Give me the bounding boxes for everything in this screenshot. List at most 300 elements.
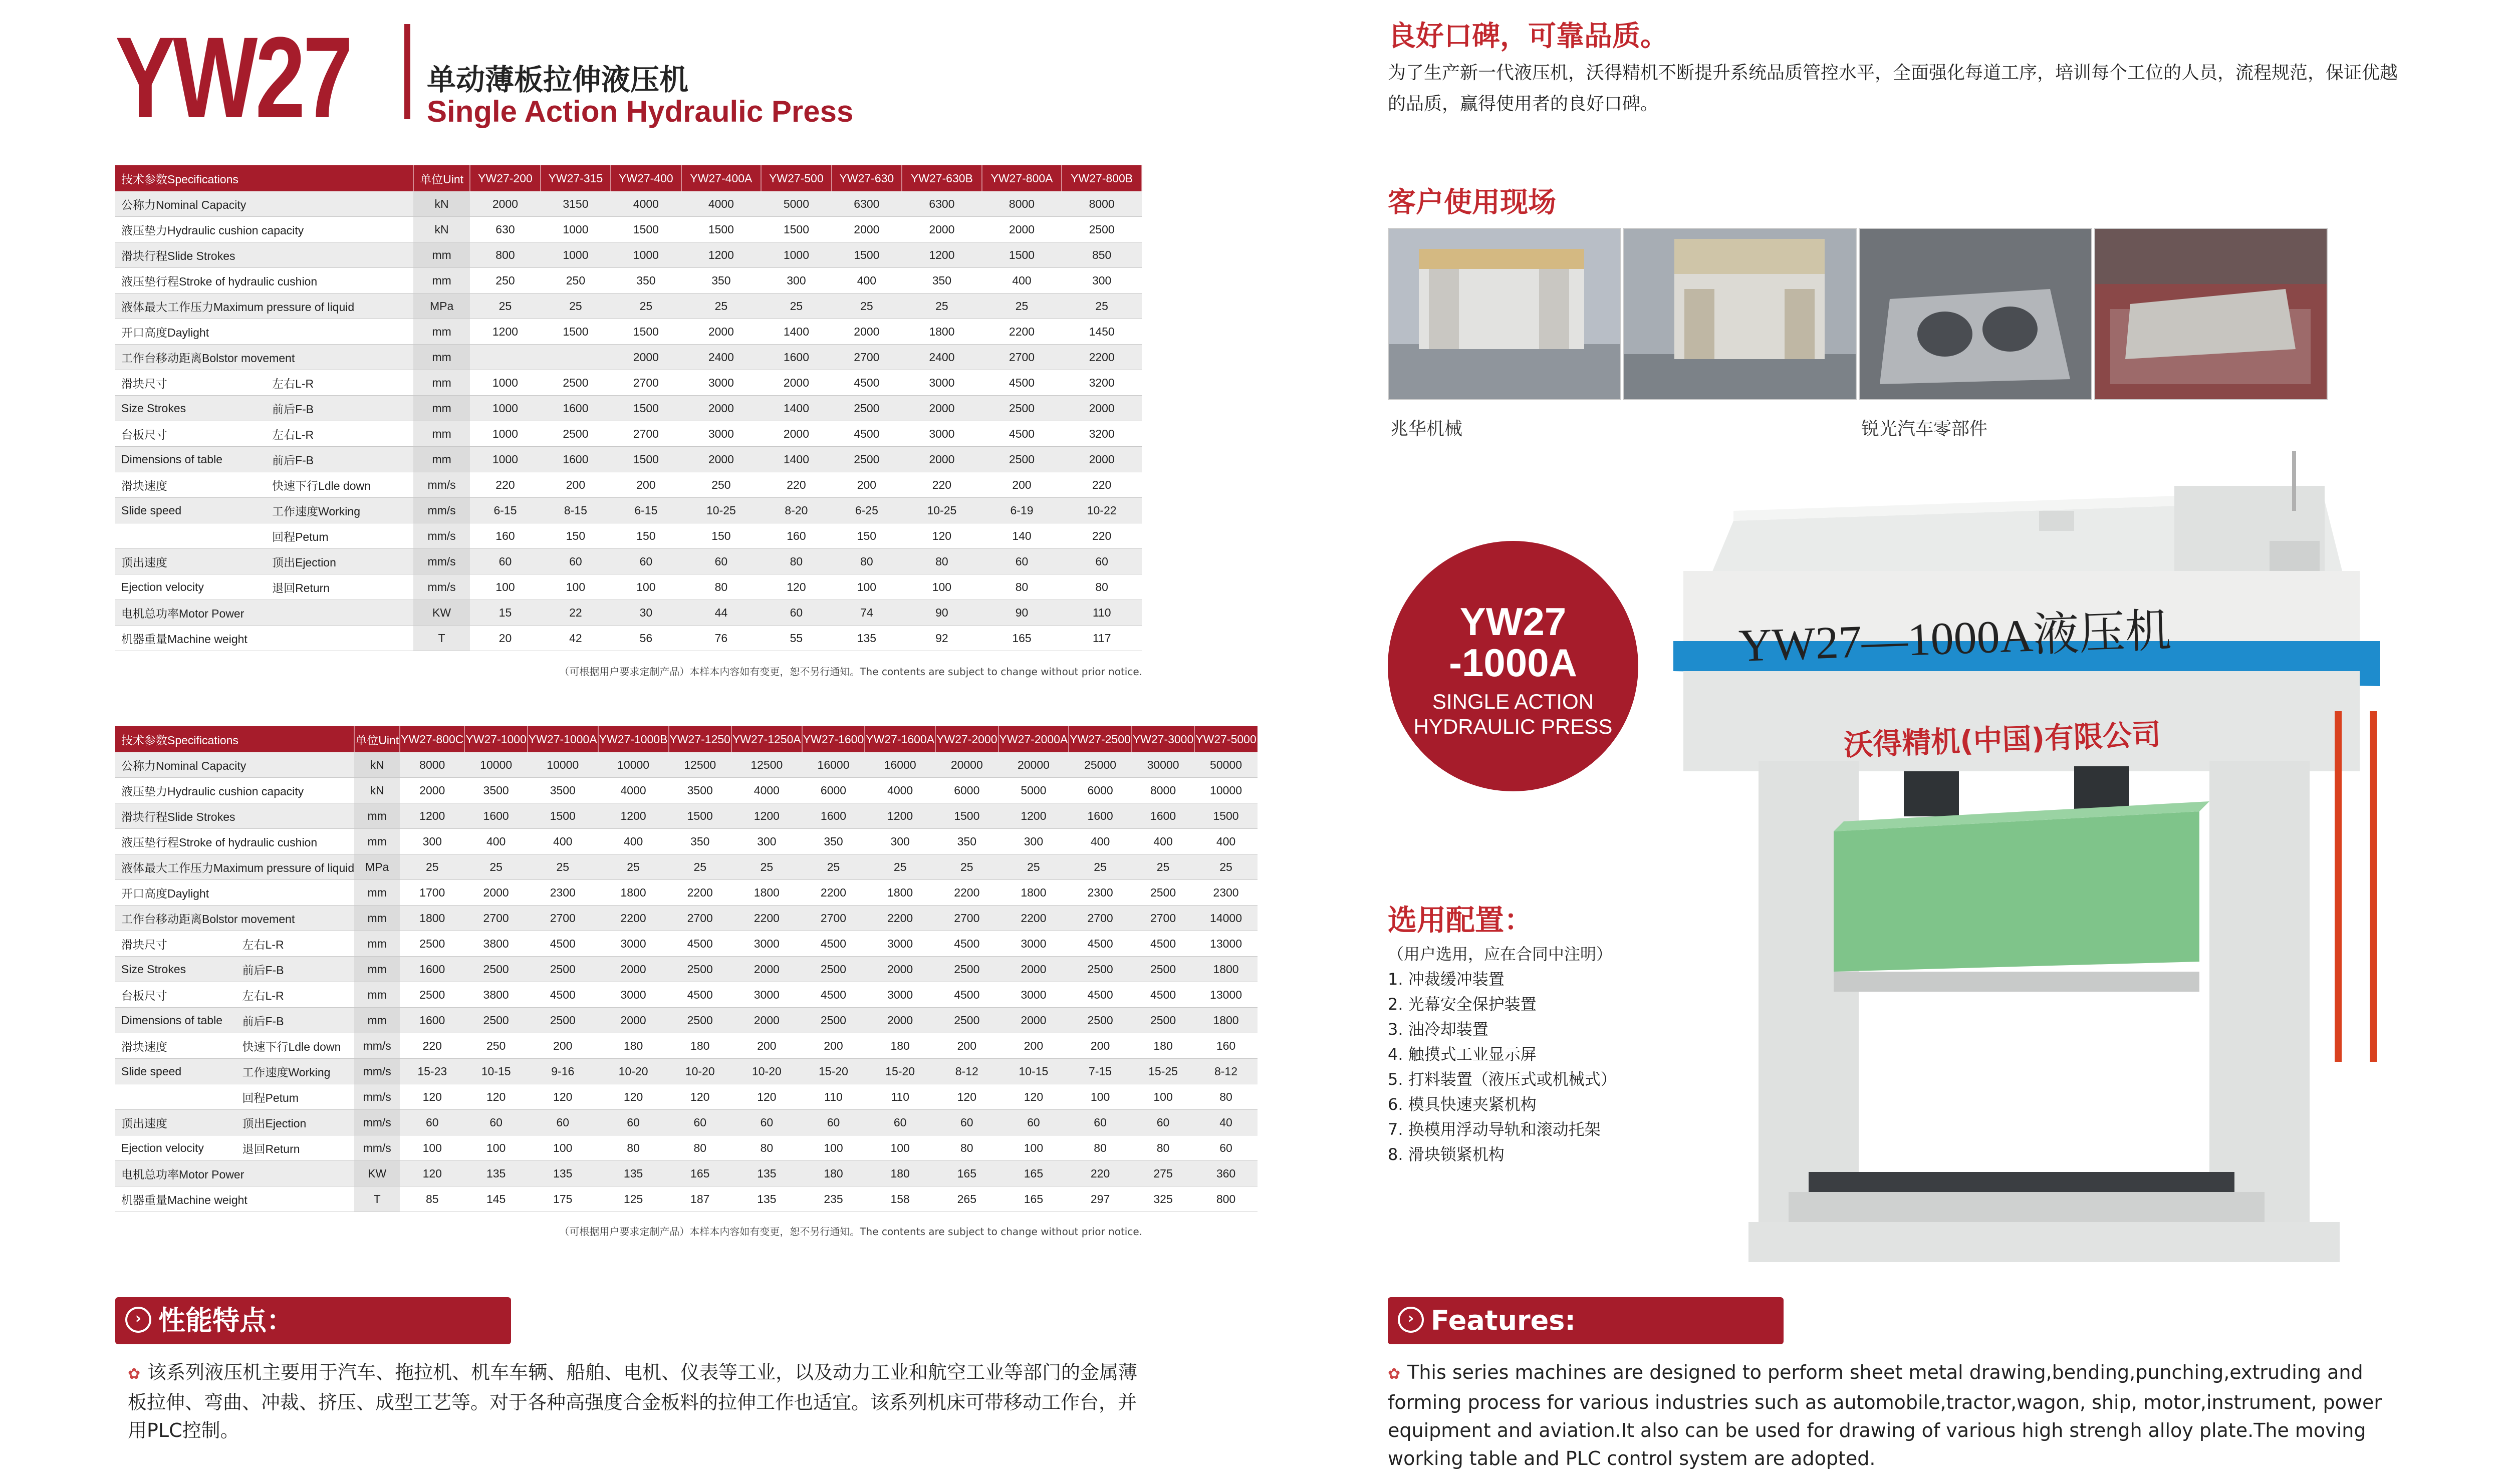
value-cell: 2400 bbox=[681, 345, 762, 370]
value-cell: 1200 bbox=[731, 803, 802, 829]
value-cell: 297 bbox=[1069, 1186, 1131, 1212]
value-cell: 2000 bbox=[731, 1008, 802, 1033]
value-cell: 2000 bbox=[731, 957, 802, 982]
badge-line2: HYDRAULIC PRESS bbox=[1413, 715, 1613, 738]
value-cell: 2500 bbox=[464, 1008, 527, 1033]
table-row bbox=[115, 345, 1142, 370]
value-cell: 25 bbox=[1194, 854, 1257, 880]
param-name: 顶出速度 bbox=[115, 1110, 236, 1135]
value-cell: 2000 bbox=[865, 1008, 935, 1033]
param-name: 台板尺寸 bbox=[115, 421, 266, 447]
value-cell: 8-12 bbox=[935, 1059, 998, 1084]
value-cell: 4500 bbox=[802, 931, 865, 957]
value-cell: 4500 bbox=[1132, 982, 1194, 1008]
value-cell: 3000 bbox=[681, 421, 762, 447]
value-cell: 350 bbox=[669, 829, 731, 854]
options-subtitle: （用户选用，应在合同中注明） bbox=[1388, 945, 1613, 964]
value-cell: 80 bbox=[1062, 574, 1142, 600]
value-cell: 60 bbox=[681, 549, 762, 574]
features-en-text bbox=[1388, 1358, 2415, 1472]
value-cell: 25 bbox=[611, 293, 681, 319]
value-cell: 2000 bbox=[1062, 396, 1142, 421]
value-cell: 10-22 bbox=[1062, 498, 1142, 523]
param-name: 滑块行程Slide Strokes bbox=[115, 242, 413, 268]
value-cell: 2500 bbox=[802, 1008, 865, 1033]
param-name bbox=[115, 523, 266, 549]
value-cell: 60 bbox=[464, 1110, 527, 1135]
value-cell: 120 bbox=[731, 1084, 802, 1110]
value-cell: 2500 bbox=[832, 396, 902, 421]
value-cell: 25 bbox=[935, 854, 998, 880]
option-item: 2. 光幕安全保护装置 bbox=[1388, 995, 1537, 1014]
value-cell: 2200 bbox=[598, 906, 669, 931]
table-row bbox=[115, 217, 1142, 242]
machine-company: 沃得精机(中国)有限公司 bbox=[1843, 717, 2162, 763]
header-model: YW27-1600 bbox=[802, 726, 865, 752]
value-cell: 2400 bbox=[902, 345, 982, 370]
unit-cell: mm bbox=[413, 242, 470, 268]
value-cell: 135 bbox=[731, 1186, 802, 1212]
value-cell: 3000 bbox=[998, 931, 1069, 957]
value-cell: 2000 bbox=[998, 1008, 1069, 1033]
value-cell: 1800 bbox=[998, 880, 1069, 906]
value-cell: 140 bbox=[982, 523, 1062, 549]
value-cell: 5000 bbox=[998, 778, 1069, 803]
table-row bbox=[115, 931, 1258, 957]
value-cell: 13000 bbox=[1194, 931, 1257, 957]
value-cell: 4500 bbox=[982, 421, 1062, 447]
features-en-body: This series machines are designed to perform sheet metal drawing,bending,punching,extruding and forming process for various industries such as automobile,tractor,wagon, ship, motor,instrument, power equipment and aviation.It also can be used for drawing of various high strengh alloy plate.The moving working table and PLC control system are adopted. bbox=[1388, 1361, 2382, 1469]
table-row bbox=[115, 268, 1142, 293]
value-cell: 20 bbox=[470, 626, 540, 651]
value-cell: 200 bbox=[731, 1033, 802, 1059]
value-cell: 2200 bbox=[935, 880, 998, 906]
value-cell: 125 bbox=[598, 1186, 669, 1212]
value-cell: 25 bbox=[470, 293, 540, 319]
table-row bbox=[115, 752, 1258, 778]
value-cell: 800 bbox=[1194, 1186, 1257, 1212]
value-cell: 180 bbox=[865, 1033, 935, 1059]
param-sub: 前后F-B bbox=[236, 1008, 355, 1033]
value-cell: 1000 bbox=[470, 370, 540, 396]
value-cell: 2500 bbox=[1069, 957, 1131, 982]
value-cell: 25 bbox=[832, 293, 902, 319]
option-item: 4. 触摸式工业显示屏 bbox=[1388, 1045, 1537, 1064]
value-cell: 3000 bbox=[998, 982, 1069, 1008]
table-row bbox=[115, 472, 1142, 498]
value-cell: 2500 bbox=[832, 447, 902, 472]
value-cell: 6300 bbox=[832, 191, 902, 217]
table-row bbox=[115, 1059, 1258, 1084]
value-cell: 250 bbox=[464, 1033, 527, 1059]
unit-cell: MPa bbox=[413, 293, 470, 319]
table-row bbox=[115, 982, 1258, 1008]
unit-cell: mm/s bbox=[413, 498, 470, 523]
unit-cell: mm/s bbox=[413, 523, 470, 549]
unit-cell: mm bbox=[413, 370, 470, 396]
value-cell: 1500 bbox=[982, 242, 1062, 268]
table-row bbox=[115, 600, 1142, 626]
value-cell: 1000 bbox=[611, 242, 681, 268]
flower-icon: ✿ bbox=[1388, 1365, 1401, 1383]
value-cell: 350 bbox=[681, 268, 762, 293]
value-cell: 220 bbox=[902, 472, 982, 498]
value-cell: 165 bbox=[998, 1186, 1069, 1212]
value-cell: 250 bbox=[470, 268, 540, 293]
value-cell: 3000 bbox=[865, 982, 935, 1008]
value-cell: 60 bbox=[935, 1110, 998, 1135]
value-cell: 2200 bbox=[669, 880, 731, 906]
customer-photo-3 bbox=[1859, 228, 2092, 400]
value-cell: 110 bbox=[802, 1084, 865, 1110]
param-sub: 工作速度Working bbox=[236, 1059, 355, 1084]
param-name: 滑块行程Slide Strokes bbox=[115, 803, 354, 829]
param-sub: 快速下行Ldle down bbox=[236, 1033, 355, 1059]
value-cell: 1800 bbox=[1194, 957, 1257, 982]
param-sub: 顶出Ejection bbox=[236, 1110, 355, 1135]
value-cell: 165 bbox=[935, 1161, 998, 1186]
value-cell: 1500 bbox=[541, 319, 611, 345]
value-cell: 2300 bbox=[1069, 880, 1131, 906]
value-cell: 92 bbox=[902, 626, 982, 651]
table-row bbox=[115, 549, 1142, 574]
value-cell: 1500 bbox=[669, 803, 731, 829]
value-cell: 2500 bbox=[1062, 217, 1142, 242]
value-cell: 2000 bbox=[761, 370, 831, 396]
param-sub: 左右L-R bbox=[236, 931, 355, 957]
value-cell: 20000 bbox=[935, 752, 998, 778]
flower-icon: ✿ bbox=[128, 1365, 141, 1383]
value-cell: 2000 bbox=[902, 447, 982, 472]
value-cell: 350 bbox=[902, 268, 982, 293]
value-cell: 180 bbox=[802, 1161, 865, 1186]
value-cell: 135 bbox=[528, 1161, 598, 1186]
value-cell: 160 bbox=[761, 523, 831, 549]
header-model: YW27-800A bbox=[982, 165, 1062, 191]
unit-cell: mm bbox=[354, 880, 400, 906]
unit-cell: mm/s bbox=[354, 1033, 400, 1059]
value-cell: 42 bbox=[541, 626, 611, 651]
header-model: YW27-400A bbox=[681, 165, 762, 191]
value-cell: 220 bbox=[1062, 472, 1142, 498]
value-cell: 1000 bbox=[541, 242, 611, 268]
value-cell: 360 bbox=[1194, 1161, 1257, 1186]
unit-cell: mm/s bbox=[354, 1110, 400, 1135]
features-en-bar bbox=[1388, 1297, 1784, 1344]
table-row bbox=[115, 191, 1142, 217]
value-cell: 6000 bbox=[935, 778, 998, 803]
value-cell: 100 bbox=[541, 574, 611, 600]
value-cell: 110 bbox=[865, 1084, 935, 1110]
value-cell: 2500 bbox=[802, 957, 865, 982]
value-cell: 350 bbox=[611, 268, 681, 293]
param-name: 液体最大工作压力Maximum pressure of liquid bbox=[115, 854, 354, 880]
table-row bbox=[115, 370, 1142, 396]
param-name: 液体最大工作压力Maximum pressure of liquid bbox=[115, 293, 413, 319]
value-cell: 6000 bbox=[802, 778, 865, 803]
value-cell: 3000 bbox=[731, 982, 802, 1008]
value-cell: 4500 bbox=[528, 982, 598, 1008]
table-row bbox=[115, 242, 1142, 268]
value-cell: 4500 bbox=[802, 982, 865, 1008]
table-row bbox=[115, 778, 1258, 803]
value-cell: 10-25 bbox=[902, 498, 982, 523]
value-cell: 3000 bbox=[598, 982, 669, 1008]
unit-cell: mm bbox=[354, 982, 400, 1008]
value-cell: 400 bbox=[1194, 829, 1257, 854]
value-cell: 630 bbox=[470, 217, 540, 242]
value-cell: 3800 bbox=[464, 931, 527, 957]
value-cell: 300 bbox=[731, 829, 802, 854]
value-cell: 60 bbox=[1062, 549, 1142, 574]
customer-caption-1: 兆华机械 bbox=[1390, 419, 1463, 439]
param-name: 台板尺寸 bbox=[115, 982, 236, 1008]
value-cell: 1450 bbox=[1062, 319, 1142, 345]
value-cell: 2500 bbox=[528, 1008, 598, 1033]
value-cell: 10-15 bbox=[464, 1059, 527, 1084]
value-cell: 1600 bbox=[802, 803, 865, 829]
header-model: YW27-1250A bbox=[731, 726, 802, 752]
value-cell: 2700 bbox=[1132, 906, 1194, 931]
value-cell: 2700 bbox=[611, 370, 681, 396]
value-cell: 55 bbox=[761, 626, 831, 651]
value-cell: 1800 bbox=[865, 880, 935, 906]
value-cell: 117 bbox=[1062, 626, 1142, 651]
param-name: 开口高度Daylight bbox=[115, 880, 354, 906]
value-cell: 80 bbox=[761, 549, 831, 574]
value-cell: 30000 bbox=[1132, 752, 1194, 778]
value-cell: 12500 bbox=[731, 752, 802, 778]
table-row bbox=[115, 574, 1142, 600]
value-cell: 14000 bbox=[1194, 906, 1257, 931]
value-cell: 2700 bbox=[802, 906, 865, 931]
value-cell: 1400 bbox=[761, 447, 831, 472]
option-item: 7. 换模用浮动导轨和滚动托架 bbox=[1388, 1120, 1601, 1139]
param-name: 顶出速度 bbox=[115, 549, 266, 574]
value-cell: 80 bbox=[935, 1135, 998, 1161]
param-name: Slide speed bbox=[115, 498, 266, 523]
value-cell: 1200 bbox=[865, 803, 935, 829]
header-model: YW27-315 bbox=[541, 165, 611, 191]
table-row bbox=[115, 1110, 1258, 1135]
value-cell: 12500 bbox=[669, 752, 731, 778]
value-cell: 10000 bbox=[598, 752, 669, 778]
value-cell: 300 bbox=[761, 268, 831, 293]
value-cell: 2700 bbox=[528, 906, 598, 931]
table-row bbox=[115, 1135, 1258, 1161]
value-cell: 6-15 bbox=[611, 498, 681, 523]
param-name: 滑块速度 bbox=[115, 1033, 236, 1059]
table-row bbox=[115, 1161, 1258, 1186]
option-item: 3. 油冷却装置 bbox=[1388, 1020, 1488, 1039]
value-cell: 100 bbox=[865, 1135, 935, 1161]
value-cell: 6000 bbox=[1069, 778, 1131, 803]
value-cell: 25 bbox=[528, 854, 598, 880]
value-cell: 100 bbox=[1132, 1084, 1194, 1110]
value-cell: 25 bbox=[400, 854, 464, 880]
value-cell: 100 bbox=[470, 574, 540, 600]
value-cell: 1500 bbox=[528, 803, 598, 829]
param-name: Ejection velocity bbox=[115, 1135, 236, 1161]
value-cell: 8-20 bbox=[761, 498, 831, 523]
value-cell: 4500 bbox=[832, 421, 902, 447]
value-cell: 300 bbox=[998, 829, 1069, 854]
value-cell: 15-23 bbox=[400, 1059, 464, 1084]
unit-cell: mm bbox=[354, 829, 400, 854]
value-cell: 200 bbox=[832, 472, 902, 498]
value-cell: 200 bbox=[935, 1033, 998, 1059]
value-cell: 80 bbox=[1194, 1084, 1257, 1110]
value-cell: 4500 bbox=[1132, 931, 1194, 957]
table-row bbox=[115, 447, 1142, 472]
value-cell: 1600 bbox=[541, 447, 611, 472]
customers-title: 客户使用现场 bbox=[1388, 186, 1556, 219]
value-cell: 20000 bbox=[998, 752, 1069, 778]
value-cell: 7-15 bbox=[1069, 1059, 1131, 1084]
value-cell: 1000 bbox=[761, 242, 831, 268]
value-cell: 250 bbox=[541, 268, 611, 293]
value-cell: 3000 bbox=[731, 931, 802, 957]
value-cell: 1500 bbox=[681, 217, 762, 242]
value-cell: 150 bbox=[681, 523, 762, 549]
value-cell: 3000 bbox=[902, 370, 982, 396]
value-cell: 850 bbox=[1062, 242, 1142, 268]
unit-cell: mm/s bbox=[413, 574, 470, 600]
value-cell: 16000 bbox=[802, 752, 865, 778]
header-model: YW27-1000A bbox=[528, 726, 598, 752]
table-row bbox=[115, 854, 1258, 880]
title-divider bbox=[404, 24, 410, 119]
param-name: Slide speed bbox=[115, 1059, 236, 1084]
value-cell: 100 bbox=[1069, 1084, 1131, 1110]
value-cell: 220 bbox=[470, 472, 540, 498]
value-cell: 60 bbox=[541, 549, 611, 574]
param-name: 公称力Nominal Capacity bbox=[115, 191, 413, 217]
value-cell: 2500 bbox=[541, 421, 611, 447]
value-cell: 4500 bbox=[935, 982, 998, 1008]
value-cell: 275 bbox=[1132, 1161, 1194, 1186]
value-cell: 165 bbox=[669, 1161, 731, 1186]
param-name: 电机总功率Motor Power bbox=[115, 600, 413, 626]
value-cell: 15 bbox=[470, 600, 540, 626]
spec-table-2 bbox=[115, 726, 1258, 1212]
value-cell: 3500 bbox=[528, 778, 598, 803]
unit-cell: T bbox=[413, 626, 470, 651]
value-cell: 80 bbox=[902, 549, 982, 574]
value-cell: 165 bbox=[982, 626, 1062, 651]
value-cell: 220 bbox=[400, 1033, 464, 1059]
unit-cell: MPa bbox=[354, 854, 400, 880]
unit-cell: KW bbox=[413, 600, 470, 626]
value-cell: 800 bbox=[470, 242, 540, 268]
value-cell: 2700 bbox=[935, 906, 998, 931]
value-cell: 2500 bbox=[669, 1008, 731, 1033]
value-cell: 2700 bbox=[832, 345, 902, 370]
unit-cell: mm bbox=[354, 931, 400, 957]
header-model: YW27-630 bbox=[832, 165, 902, 191]
param-sub: 前后F-B bbox=[266, 447, 413, 472]
param-sub: 前后F-B bbox=[236, 957, 355, 982]
value-cell: 60 bbox=[669, 1110, 731, 1135]
value-cell: 1600 bbox=[761, 345, 831, 370]
table-row bbox=[115, 396, 1142, 421]
model-badge bbox=[1388, 541, 1638, 791]
value-cell: 44 bbox=[681, 600, 762, 626]
value-cell: 1800 bbox=[598, 880, 669, 906]
unit-cell: mm/s bbox=[354, 1084, 400, 1110]
value-cell: 6-19 bbox=[982, 498, 1062, 523]
value-cell: 80 bbox=[1132, 1135, 1194, 1161]
value-cell: 2700 bbox=[1069, 906, 1131, 931]
value-cell: 3000 bbox=[598, 931, 669, 957]
param-sub: 顶出Ejection bbox=[266, 549, 413, 574]
param-sub: 快速下行Ldle down bbox=[266, 472, 413, 498]
model-title: YW27 bbox=[115, 13, 351, 142]
value-cell: 100 bbox=[464, 1135, 527, 1161]
option-item: 6. 模具快速夹紧机构 bbox=[1388, 1095, 1537, 1114]
value-cell: 4000 bbox=[681, 191, 762, 217]
value-cell: 2000 bbox=[611, 345, 681, 370]
table-row bbox=[115, 1186, 1258, 1212]
value-cell: 1800 bbox=[902, 319, 982, 345]
value-cell: 1800 bbox=[1194, 1008, 1257, 1033]
value-cell: 25 bbox=[902, 293, 982, 319]
value-cell: 60 bbox=[731, 1110, 802, 1135]
header-model: YW27-5000 bbox=[1194, 726, 1257, 752]
value-cell: 120 bbox=[669, 1084, 731, 1110]
value-cell: 120 bbox=[400, 1084, 464, 1110]
param-name: Size Strokes bbox=[115, 957, 236, 982]
value-cell: 3200 bbox=[1062, 421, 1142, 447]
value-cell: 200 bbox=[611, 472, 681, 498]
table-row bbox=[115, 880, 1258, 906]
customer-photo-1 bbox=[1388, 228, 1621, 400]
unit-cell: kN bbox=[413, 217, 470, 242]
value-cell: 2500 bbox=[541, 370, 611, 396]
value-cell: 100 bbox=[998, 1135, 1069, 1161]
unit-cell: mm/s bbox=[354, 1135, 400, 1161]
value-cell: 2000 bbox=[761, 421, 831, 447]
value-cell: 1600 bbox=[1069, 803, 1131, 829]
value-cell: 60 bbox=[1069, 1110, 1131, 1135]
reputation-title: 良好口碑，可靠品质。 bbox=[1388, 20, 1668, 53]
value-cell: 175 bbox=[528, 1186, 598, 1212]
value-cell: 200 bbox=[998, 1033, 1069, 1059]
value-cell: 4500 bbox=[832, 370, 902, 396]
header-model: YW27-3000 bbox=[1132, 726, 1194, 752]
value-cell: 100 bbox=[832, 574, 902, 600]
table-row bbox=[115, 498, 1142, 523]
value-cell: 25 bbox=[464, 854, 527, 880]
value-cell: 2000 bbox=[902, 396, 982, 421]
unit-cell: mm bbox=[413, 268, 470, 293]
unit-cell: mm bbox=[354, 803, 400, 829]
value-cell: 1000 bbox=[541, 217, 611, 242]
value-cell: 2200 bbox=[998, 906, 1069, 931]
param-name: 开口高度Daylight bbox=[115, 319, 413, 345]
value-cell: 265 bbox=[935, 1186, 998, 1212]
value-cell bbox=[470, 345, 540, 370]
value-cell: 25 bbox=[598, 854, 669, 880]
header-model: YW27-800C bbox=[400, 726, 464, 752]
table-row bbox=[115, 1033, 1258, 1059]
param-name: 液压垫力Hydraulic cushion capacity bbox=[115, 217, 413, 242]
unit-cell: mm/s bbox=[413, 472, 470, 498]
value-cell: 9-16 bbox=[528, 1059, 598, 1084]
param-name: 工作台移动距离Bolstor movement bbox=[115, 345, 413, 370]
value-cell: 1200 bbox=[598, 803, 669, 829]
value-cell: 25 bbox=[541, 293, 611, 319]
